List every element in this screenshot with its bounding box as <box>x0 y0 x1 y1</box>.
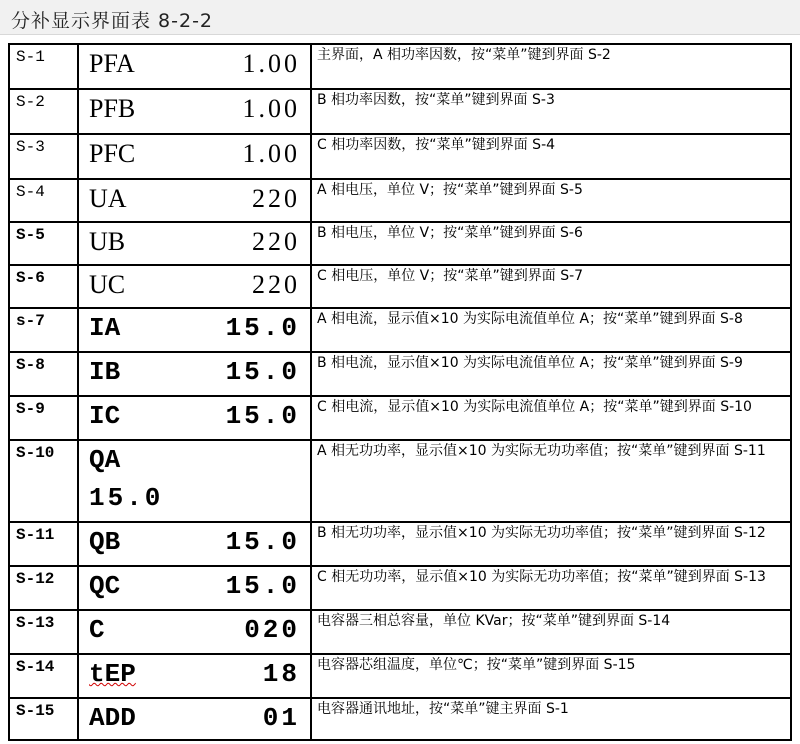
table-caption: 分补显示界面表 8-2-2 <box>11 10 214 32</box>
display-cell <box>78 440 311 522</box>
screen-code: S-14 <box>9 654 78 698</box>
param-value: 220 <box>252 184 300 213</box>
param-name: IB <box>89 357 121 387</box>
display-cell <box>78 610 311 654</box>
table-row <box>9 352 791 396</box>
screen-code: S-12 <box>9 566 78 610</box>
description: C 相功率因数，按“菜单”键到界面 S-4 <box>311 134 791 179</box>
table-row <box>9 522 791 566</box>
screen-code: S-2 <box>9 89 78 134</box>
screen-code: S-15 <box>9 698 78 740</box>
param-value: 01 <box>262 703 300 733</box>
table-row <box>9 222 791 265</box>
param-value: 15.0 <box>225 357 300 387</box>
screen-code: S-5 <box>9 222 78 265</box>
display-cell <box>78 396 311 440</box>
param-name: PFA <box>89 49 135 78</box>
description: 电容器三相总容量，单位 KVar；按“菜单”键到界面 S-14 <box>311 610 791 654</box>
param-value: 020 <box>244 615 300 645</box>
param-name: PFC <box>89 139 136 168</box>
description: A 相电流，显示值×10 为实际电流值单位 A；按“菜单”键到界面 S-8 <box>311 308 791 352</box>
table-row <box>9 610 791 654</box>
table-row <box>9 89 791 134</box>
param-name: IC <box>89 401 121 431</box>
screen-code: s-7 <box>9 308 78 352</box>
param-name: UA <box>89 184 127 213</box>
display-cell <box>78 308 311 352</box>
table-row <box>9 179 791 222</box>
table-row <box>9 265 791 308</box>
param-value: 18 <box>262 659 300 689</box>
description: C 相电流，显示值×10 为实际电流值单位 A；按“菜单”键到界面 S-10 <box>311 396 791 440</box>
table-row <box>9 134 791 179</box>
description: 电容器通讯地址，按“菜单”键主界面 S-1 <box>311 698 791 740</box>
title-bar <box>0 0 800 35</box>
display-cell <box>78 698 311 740</box>
param-name: IA <box>89 313 121 343</box>
screen-code: S-8 <box>9 352 78 396</box>
param-value: 15.0 <box>225 527 300 557</box>
description: C 相电压，单位 V；按“菜单”键到界面 S-7 <box>311 265 791 308</box>
table-row <box>9 308 791 352</box>
screen-code: S-9 <box>9 396 78 440</box>
screen-code: S-4 <box>9 179 78 222</box>
display-interface-table <box>8 43 792 741</box>
screen-code: S-11 <box>9 522 78 566</box>
description: B 相电流，显示值×10 为实际电流值单位 A；按“菜单”键到界面 S-9 <box>311 352 791 396</box>
display-cell <box>78 265 311 308</box>
screen-code: S-6 <box>9 265 78 308</box>
param-value: 1.00 <box>242 94 300 123</box>
description: 电容器芯组温度，单位℃；按“菜单”键到界面 S-15 <box>311 654 791 698</box>
table-row <box>9 566 791 610</box>
display-cell <box>78 522 311 566</box>
table-row <box>9 654 791 698</box>
description: A 相无功功率，显示值×10 为实际无功功率值；按“菜单”键到界面 S-11 <box>311 440 791 522</box>
display-cell <box>78 352 311 396</box>
param-value: 15.0 <box>225 571 300 601</box>
param-name: QC <box>89 571 121 601</box>
param-name: QB <box>89 527 121 557</box>
param-value: 15.0 <box>225 401 300 431</box>
display-cell <box>78 654 311 698</box>
param-value: 220 <box>252 227 300 256</box>
display-cell <box>78 44 311 89</box>
table-row <box>9 698 791 740</box>
display-cell <box>78 566 311 610</box>
param-name: PFB <box>89 94 136 123</box>
description: A 相电压，单位 V；按“菜单”键到界面 S-5 <box>311 179 791 222</box>
param-value: 15.0 <box>89 483 164 513</box>
table-row <box>9 440 791 522</box>
param-value: 1.00 <box>242 139 300 168</box>
param-name: ADD <box>89 703 136 733</box>
description: B 相无功功率，显示值×10 为实际无功功率值；按“菜单”键到界面 S-12 <box>311 522 791 566</box>
param-name: tEP <box>89 659 136 689</box>
param-name: UB <box>89 227 126 256</box>
screen-code: S-3 <box>9 134 78 179</box>
screen-code: S-10 <box>9 440 78 522</box>
param-name: UC <box>89 270 126 299</box>
display-cell <box>78 222 311 265</box>
table-row <box>9 396 791 440</box>
description: C 相无功功率，显示值×10 为实际无功功率值；按“菜单”键到界面 S-13 <box>311 566 791 610</box>
screen-code: S-13 <box>9 610 78 654</box>
param-name: QA <box>89 445 121 475</box>
param-value: 15.0 <box>225 313 300 343</box>
param-value: 1.00 <box>242 49 300 78</box>
param-name: C <box>89 615 105 645</box>
table-row <box>9 44 791 89</box>
display-cell <box>78 179 311 222</box>
display-cell <box>78 134 311 179</box>
display-cell <box>78 89 311 134</box>
description: 主界面，A 相功率因数，按“菜单”键到界面 S-2 <box>311 44 791 89</box>
screen-code: S-1 <box>9 44 78 89</box>
description: B 相功率因数，按“菜单”键到界面 S-3 <box>311 89 791 134</box>
param-value: 220 <box>252 270 300 299</box>
description: B 相电压，单位 V；按“菜单”键到界面 S-6 <box>311 222 791 265</box>
